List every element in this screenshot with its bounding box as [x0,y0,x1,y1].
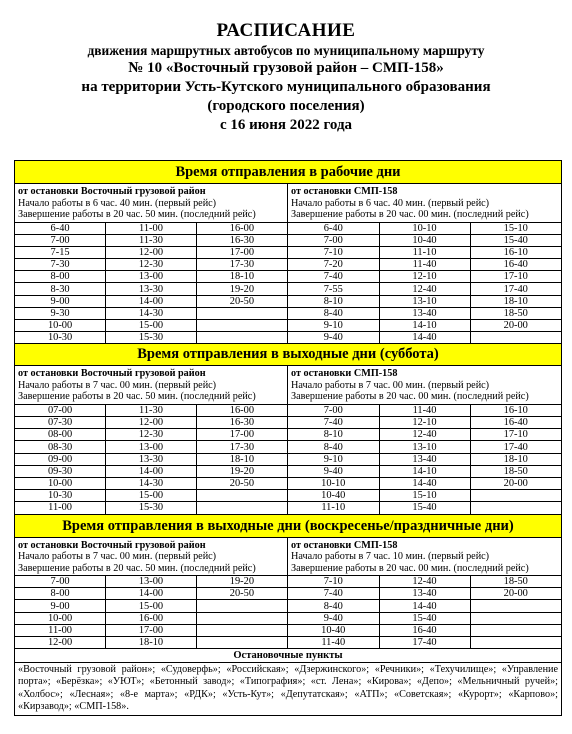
departure-time-cell: 17-30 [196,259,287,271]
departure-time-cell: 14-40 [379,478,470,490]
departure-time-cell: 07-30 [15,417,106,429]
departure-time-cell: 17-10 [470,429,561,441]
table-row [288,429,561,441]
departure-time-cell: 18-10 [470,453,561,465]
table-row [288,295,561,307]
table-row [288,576,561,588]
from-stop-label: от остановки СМП-158 [291,186,398,197]
departure-times-table [15,405,287,514]
departure-time-cell: 13-00 [106,576,197,588]
section-columns [15,366,561,513]
departure-time-cell: 11-00 [106,223,197,235]
departure-time-cell: 18-50 [470,465,561,477]
departure-time-cell: 18-10 [196,453,287,465]
departure-time-cell: 8-00 [15,271,106,283]
table-row [288,259,561,271]
departure-time-cell: 15-10 [470,223,561,235]
departure-time-cell: 10-30 [15,490,106,502]
table-row [15,465,287,477]
departure-time-cell: 09-00 [15,453,106,465]
departure-time-cell: 11-30 [106,405,197,417]
departure-time-cell: 14-30 [106,307,197,319]
departure-time-cell: 9-30 [15,307,106,319]
column-from-smp [288,366,561,513]
table-row [288,588,561,600]
departure-time-cell [470,502,561,514]
table-row [288,478,561,490]
departure-time-cell: 14-00 [106,588,197,600]
table-row [288,271,561,283]
departure-time-cell: 08-30 [15,441,106,453]
end-time-label: Завершение работы в 20 час. 00 мин. (последний рейс) [291,562,529,574]
schedule-table [14,160,562,716]
departure-time-cell: 11-10 [379,246,470,258]
table-row [288,405,561,417]
departure-time-cell: 9-10 [288,453,379,465]
departure-time-cell: 15-30 [106,332,197,344]
table-row [15,223,287,235]
departure-time-cell: 15-00 [106,490,197,502]
departure-time-cell [470,490,561,502]
departure-time-cell: 17-40 [470,283,561,295]
departure-time-cell: 16-10 [470,246,561,258]
departure-time-cell: 8-40 [288,307,379,319]
departure-time-cell: 20-50 [196,295,287,307]
column-info [15,184,287,223]
departure-time-cell: 14-10 [379,320,470,332]
departure-time-cell [470,612,561,624]
departure-time-cell: 11-40 [379,405,470,417]
section-title: Время отправления в выходные дни (воскресенье/праздничные дни) [15,514,561,538]
table-row [288,441,561,453]
departure-time-cell: 14-00 [106,465,197,477]
table-row [288,223,561,235]
section-columns [15,184,561,343]
table-row [15,600,287,612]
departure-time-cell: 7-40 [288,417,379,429]
departure-time-cell: 11-00 [15,502,106,514]
departure-time-cell: 12-40 [379,576,470,588]
departure-time-cell: 11-00 [15,624,106,636]
departure-time-cell: 16-00 [106,612,197,624]
table-row [15,624,287,636]
departure-time-cell: 16-00 [196,405,287,417]
table-row [15,490,287,502]
table-row [288,283,561,295]
end-time-label: Завершение работы в 20 час. 50 мин. (последний рейс) [18,209,256,220]
departure-time-cell: 9-00 [15,600,106,612]
section-title: Время отправления в выходные дни (суббота) [15,343,561,366]
table-row [288,502,561,514]
table-row [288,234,561,246]
from-stop-label: от остановки Восточный грузовой район [18,539,206,551]
end-time-label: Завершение работы в 20 час. 50 мин. (последний рейс) [18,391,256,403]
column-info [15,366,287,405]
table-row [15,295,287,307]
departure-time-cell: 07-00 [15,405,106,417]
departure-time-cell: 9-00 [15,295,106,307]
table-row [288,637,561,649]
table-row [288,490,561,502]
departure-time-cell: 6-40 [15,223,106,235]
table-row [15,502,287,514]
from-stop-label: от остановки Восточный грузовой район [18,186,206,197]
departure-time-cell: 6-40 [288,223,379,235]
column-info [288,184,561,223]
table-row [15,234,287,246]
departure-time-cell: 14-40 [379,332,470,344]
departure-time-cell: 16-30 [196,234,287,246]
departure-time-cell: 12-30 [106,429,197,441]
departure-time-cell: 10-40 [288,624,379,636]
departure-time-cell: 16-00 [196,223,287,235]
departure-time-cell: 19-20 [196,283,287,295]
departure-time-cell: 18-50 [470,576,561,588]
departure-time-cell: 13-40 [379,588,470,600]
departure-time-cell [196,320,287,332]
table-row [15,612,287,624]
departure-time-cell: 18-10 [196,271,287,283]
departure-time-cell: 15-30 [106,502,197,514]
departure-time-cell: 7-40 [288,588,379,600]
departure-time-cell: 10-10 [379,223,470,235]
departure-time-cell: 7-20 [288,259,379,271]
departure-time-cell: 20-00 [470,588,561,600]
departure-time-cell [196,332,287,344]
table-row [15,246,287,258]
departure-time-cell: 16-10 [470,405,561,417]
table-row [288,612,561,624]
departure-time-cell: 15-10 [379,490,470,502]
schedule-page [0,20,572,734]
departure-time-cell: 15-40 [379,612,470,624]
departure-time-cell: 16-40 [470,417,561,429]
departure-time-cell: 7-00 [15,576,106,588]
column-from-vostochny [15,184,288,343]
departure-time-cell: 09-30 [15,465,106,477]
start-time-label: Начало работы в 7 час. 00 мин. (первый рейс) [291,379,490,391]
departure-time-cell: 13-10 [379,295,470,307]
departure-time-cell: 12-40 [379,283,470,295]
departure-time-cell: 12-10 [379,271,470,283]
departure-time-cell: 8-00 [15,588,106,600]
table-row [15,271,287,283]
departure-time-cell: 20-00 [470,320,561,332]
table-row [288,320,561,332]
departure-time-cell: 9-10 [288,320,379,332]
departure-time-cell: 13-30 [106,453,197,465]
departure-time-cell: 16-30 [196,417,287,429]
departure-time-cell: 13-00 [106,441,197,453]
departure-time-cell: 17-40 [379,637,470,649]
departure-time-cell: 13-40 [379,453,470,465]
table-row [288,465,561,477]
document-title: РАСПИСАНИЕ [216,20,356,41]
departure-time-cell: 17-30 [196,441,287,453]
departure-time-cell: 12-00 [106,417,197,429]
departure-time-cell: 7-00 [288,234,379,246]
departure-time-cell: 14-10 [379,465,470,477]
departure-time-cell: 10-10 [288,478,379,490]
header-line-2: № 10 «Восточный грузовой район – СМП-158» [128,60,444,76]
departure-time-cell: 7-40 [288,271,379,283]
column-info [15,538,287,577]
table-row [288,453,561,465]
table-row [15,405,287,417]
section-title: Время отправления в рабочие дни [15,161,561,184]
departure-time-cell: 7-55 [288,283,379,295]
departure-time-cell [196,307,287,319]
departure-time-cell: 17-40 [470,441,561,453]
departure-time-cell: 20-00 [470,478,561,490]
departure-time-cell: 10-40 [288,490,379,502]
departure-time-cell: 9-40 [288,612,379,624]
departure-time-cell: 10-30 [15,332,106,344]
departure-time-cell: 11-10 [288,502,379,514]
from-stop-label: от остановки Восточный грузовой район [18,368,206,380]
document-header [0,20,572,135]
start-time-label: Начало работы в 6 час. 40 мин. (первый рейс) [18,197,217,209]
table-row [288,307,561,319]
departure-time-cell: 17-00 [106,624,197,636]
departure-time-cell: 11-40 [379,259,470,271]
departure-time-cell [196,600,287,612]
table-row [15,478,287,490]
departure-times-table [15,223,287,344]
departure-time-cell: 08-00 [15,429,106,441]
header-line-3: на территории Усть-Кутского муниципального образования [81,79,491,95]
stops-list: «Восточный грузовой район»; «Судоверфь»; «Российская»; «Дзержинского»; «Речники»; «Техучилище»; «Управление порта»; «Берёзка»; «УЮТ»; «Бетонный завод»; «Типография»; «ст. Лена»; «Кирова»; «Депо»; «Мельничный ручей»; «Холбос»; «Лесная»; «8-е марта»; «РДК»; «Усть-Кут»; «Депутатская»; «АТП»; «Советская»; «Курорт»; «Карпово»; «Кирзавод»; «СМП-158». [18,664,558,712]
departure-time-cell: 13-00 [106,271,197,283]
departure-time-cell: 9-40 [288,332,379,344]
departure-time-cell [470,637,561,649]
departure-time-cell: 10-00 [15,320,106,332]
departure-time-cell: 18-50 [470,307,561,319]
departure-time-cell: 7-30 [15,259,106,271]
end-time-label: Завершение работы в 20 час. 50 мин. (последний рейс) [18,562,256,574]
departure-time-cell: 16-40 [379,624,470,636]
departure-time-cell: 14-30 [106,478,197,490]
column-info [288,366,561,405]
table-row [15,637,287,649]
departure-time-cell [196,637,287,649]
departure-time-cell: 8-10 [288,295,379,307]
departure-times-table [15,576,287,648]
departure-time-cell: 19-20 [196,576,287,588]
departure-time-cell: 8-40 [288,441,379,453]
departure-time-cell: 14-00 [106,295,197,307]
section-columns [15,538,561,649]
departure-time-cell: 15-00 [106,320,197,332]
from-stop-label: от остановки СМП-158 [291,368,398,380]
departure-time-cell: 13-30 [106,283,197,295]
departure-time-cell [196,490,287,502]
table-row [15,320,287,332]
table-row [15,576,287,588]
departure-time-cell: 10-00 [15,478,106,490]
departure-time-cell [196,502,287,514]
departure-time-cell: 10-00 [15,612,106,624]
departure-time-cell: 18-10 [470,295,561,307]
departure-time-cell: 16-40 [470,259,561,271]
departure-time-cell [470,332,561,344]
departure-time-cell: 14-40 [379,600,470,612]
start-time-label: Начало работы в 7 час. 00 мин. (первый рейс) [18,379,217,391]
departure-time-cell: 17-10 [470,271,561,283]
departure-time-cell: 15-40 [379,502,470,514]
departure-time-cell: 17-00 [196,246,287,258]
departure-times-table [288,223,561,344]
departure-time-cell: 9-40 [288,465,379,477]
departure-time-cell: 7-10 [288,246,379,258]
header-line-5: с 16 июня 2022 года [219,117,353,133]
column-from-vostochny [15,538,288,649]
departure-time-cell: 12-00 [106,246,197,258]
stops-title: Остановочные пункты [15,648,561,663]
column-from-smp [288,538,561,649]
departure-time-cell: 7-10 [288,576,379,588]
column-from-smp [288,184,561,343]
departure-time-cell: 12-10 [379,417,470,429]
departure-time-cell: 19-20 [196,465,287,477]
departure-times-table [288,405,561,514]
departure-time-cell: 12-30 [106,259,197,271]
departure-time-cell [470,624,561,636]
departure-time-cell: 8-10 [288,429,379,441]
start-time-label: Начало работы в 7 час. 00 мин. (первый рейс) [18,551,217,563]
departure-time-cell: 13-10 [379,441,470,453]
table-row [288,332,561,344]
departure-time-cell: 18-10 [106,637,197,649]
departure-time-cell: 11-40 [288,637,379,649]
departure-time-cell: 8-30 [15,283,106,295]
table-row [15,588,287,600]
from-stop-label: от остановки СМП-158 [291,539,398,551]
departure-time-cell: 12-40 [379,429,470,441]
table-row [15,307,287,319]
table-row [15,283,287,295]
departure-time-cell: 20-50 [196,588,287,600]
table-row [288,624,561,636]
departure-time-cell: 7-00 [288,405,379,417]
table-row [15,332,287,344]
departure-time-cell: 7-15 [15,246,106,258]
departure-time-cell: 20-50 [196,478,287,490]
end-time-label: Завершение работы в 20 час. 00 мин. (последний рейс) [291,391,529,403]
departure-time-cell: 11-30 [106,234,197,246]
start-time-label: Начало работы в 7 час. 10 мин. (первый рейс) [291,551,490,563]
departure-time-cell [470,600,561,612]
departure-time-cell: 13-40 [379,307,470,319]
departure-time-cell [196,624,287,636]
departure-time-cell: 17-00 [196,429,287,441]
departure-time-cell: 10-40 [379,234,470,246]
end-time-label: Завершение работы в 20 час. 00 мин. (последний рейс) [291,209,529,220]
table-row [15,453,287,465]
departure-time-cell: 8-40 [288,600,379,612]
table-row [15,417,287,429]
table-row [288,600,561,612]
departure-times-table [288,576,561,648]
header-line-4: (городского поселения) [207,98,365,114]
header-line-1: движения маршрутных автобусов по муниципальному маршруту [87,43,485,58]
table-row [15,429,287,441]
start-time-label: Начало работы в 6 час. 40 мин. (первый рейс) [291,197,490,209]
departure-time-cell [196,612,287,624]
column-info [288,538,561,577]
column-from-vostochny [15,366,288,513]
table-row [288,246,561,258]
departure-time-cell: 12-00 [15,637,106,649]
table-row [15,259,287,271]
table-row [288,417,561,429]
departure-time-cell: 15-00 [106,600,197,612]
table-row [15,441,287,453]
departure-time-cell: 15-40 [470,234,561,246]
departure-time-cell: 7-00 [15,234,106,246]
